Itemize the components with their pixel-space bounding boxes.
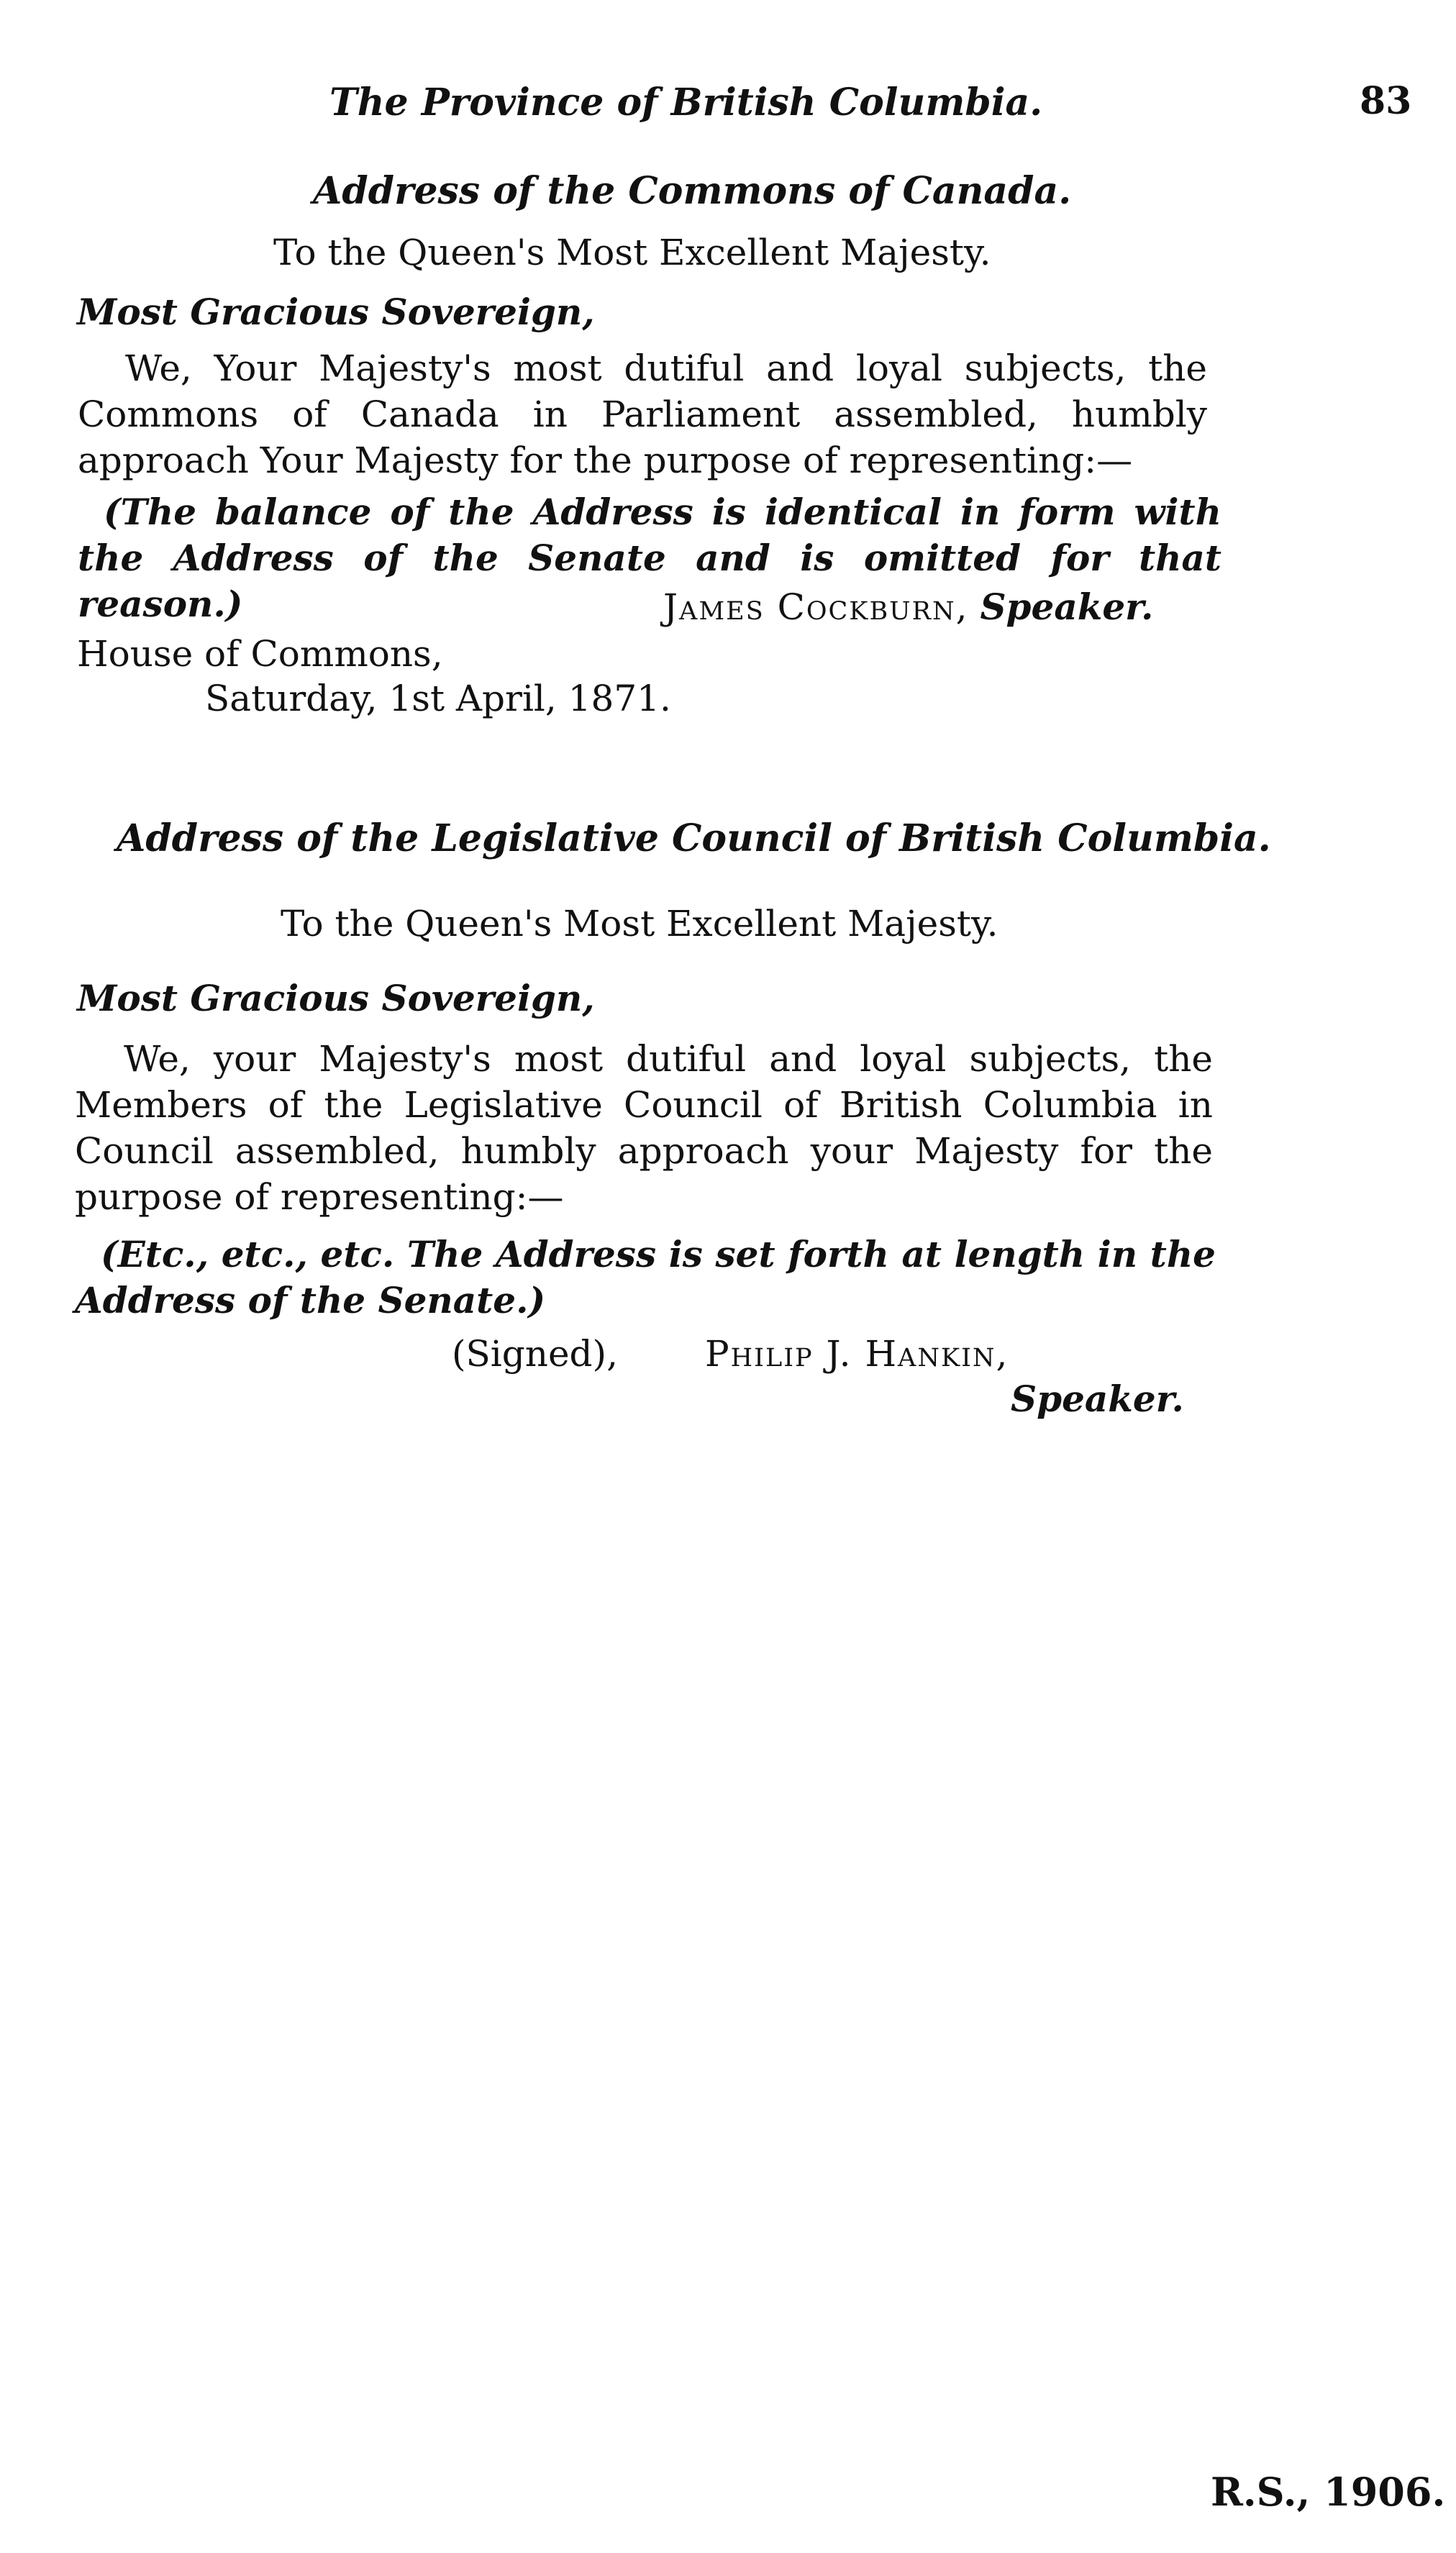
commons-address-heading: Address of the Commons of Canada. bbox=[313, 169, 1072, 213]
council-note: (Etc., etc., etc. The Address is set forth at length in the Address of the Senate.) bbox=[75, 1233, 1216, 1321]
council-salutation: Most Gracious Sovereign, bbox=[77, 977, 595, 1019]
commons-salutation: Most Gracious Sovereign, bbox=[77, 291, 595, 333]
commons-place: House of Commons, bbox=[77, 633, 443, 675]
council-to-line: To the Queen's Most Excellent Majesty. bbox=[281, 903, 998, 945]
commons-paragraph: We, Your Majesty's most dutiful and loyal subjects, the Commons of Canada in Parliament assembled, humbly approach Your Majesty for the purpose of representing:— bbox=[78, 347, 1207, 481]
running-title: The Province of British Columbia. bbox=[329, 81, 1043, 124]
commons-to-line: To the Queen's Most Excellent Majesty. bbox=[273, 232, 991, 273]
page-number: 83 bbox=[1360, 79, 1412, 123]
council-signed-label: (Signed), bbox=[452, 1333, 618, 1375]
council-paragraph: We, your Majesty's most dutiful and loyal subjects, the Members of the Legislative Council of British Columbia in Council assembled, humbly approach your Majesty for the purpose of representing:— bbox=[75, 1038, 1213, 1218]
commons-signature bbox=[663, 586, 1153, 628]
commons-date: Saturday, 1st April, 1871. bbox=[205, 678, 671, 719]
council-address-heading: Address of the Legislative Council of British Columbia. bbox=[117, 816, 1271, 860]
commons-note: (The balance of the Address is identical in form with the Address of the Senate and is omitted for that reason.) bbox=[78, 491, 1221, 625]
footer-code: R.S., 1906. bbox=[1211, 2469, 1446, 2515]
commons-signatory-title: Speaker. bbox=[980, 586, 1154, 628]
council-signatory-title: Speaker. bbox=[1011, 1378, 1184, 1420]
commons-signatory-name: James Cockburn, bbox=[663, 586, 969, 628]
council-signatory-name: Philip J. Hankin, bbox=[705, 1333, 1009, 1375]
